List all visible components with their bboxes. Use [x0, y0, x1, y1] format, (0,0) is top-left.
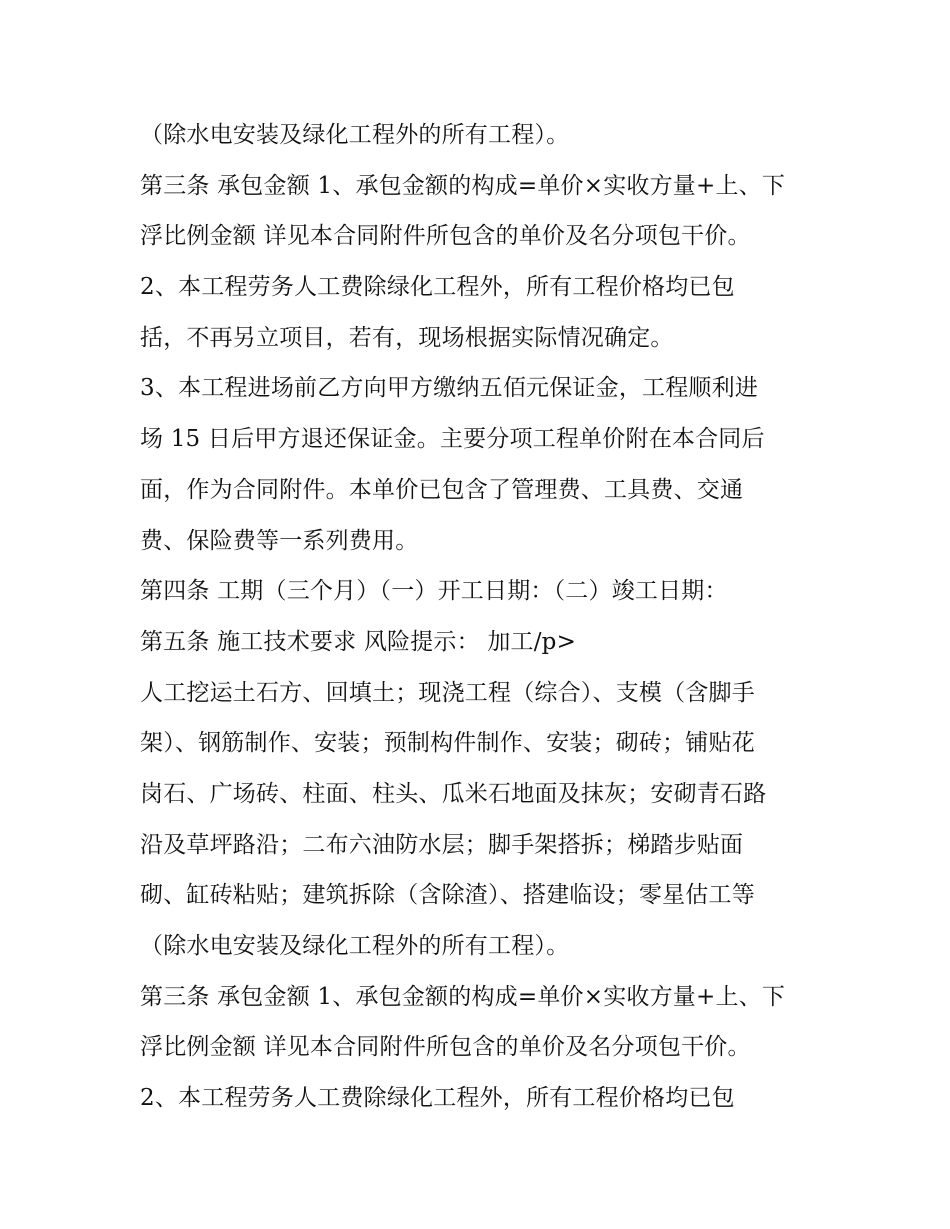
text-line: 浮比例金额 详见本合同附件所包含的单价及名分项包干价。	[140, 1034, 751, 1061]
text-line: 岗石、广场砖、柱面、柱头、瓜米石地面及抹灰；安砌青石路	[140, 780, 767, 807]
text-line: 人工挖运土石方、回填土；现浇工程（综合）、支模（含脚手	[140, 679, 755, 706]
text-line: 费、保险费等一系列费用。	[140, 527, 419, 554]
text-line: （除水电安装及绿化工程外的所有工程）。	[140, 933, 570, 959]
text-line: 面，作为合同附件。本单价已包含了管理费、工具费、交通	[140, 476, 744, 503]
text-line: 第三条 承包金额 1、承包金额的构成=单价×实收方量+上、下	[140, 172, 786, 199]
text-line: 沿及草坪路沿；二布六油防水层；脚手架搭拆；梯踏步贴面	[140, 831, 744, 858]
text-line: 2、本工程劳务人工费除绿化工程外，所有工程价格均已包	[140, 1085, 735, 1112]
text-line: 浮比例金额 详见本合同附件所包含的单价及名分项包干价。	[140, 223, 751, 250]
document-body	[140, 110, 840, 1124]
text-line: 架）、钢筋制作、安装；预制构件制作、安装；砌砖；铺贴花	[140, 730, 755, 757]
text-line: 场 15 日后甲方退还保证金。主要分项工程单价附在本合同后	[140, 426, 765, 453]
text-line: 第四条 工期（三个月）（一）开工日期：（二）竣工日期：	[140, 578, 728, 605]
text-line: 3、本工程进场前乙方向甲方缴纳五佰元保证金，工程顺利进	[140, 375, 759, 402]
text-line: 括，不再另立项目，若有，现场根据实际情况确定。	[140, 324, 674, 351]
text-line: 2、本工程劳务人工费除绿化工程外，所有工程价格均已包	[140, 274, 735, 301]
text-line: （除水电安装及绿化工程外的所有工程）。	[140, 122, 570, 148]
text-line: 砌、缸砖粘贴；建筑拆除（含除渣）、搭建临设；零星估工等	[140, 882, 755, 909]
text-line: 第五条 施工技术要求 风险提示： 加工/p>	[140, 628, 577, 655]
text-line: 第三条 承包金额 1、承包金额的构成=单价×实收方量+上、下	[140, 983, 786, 1010]
